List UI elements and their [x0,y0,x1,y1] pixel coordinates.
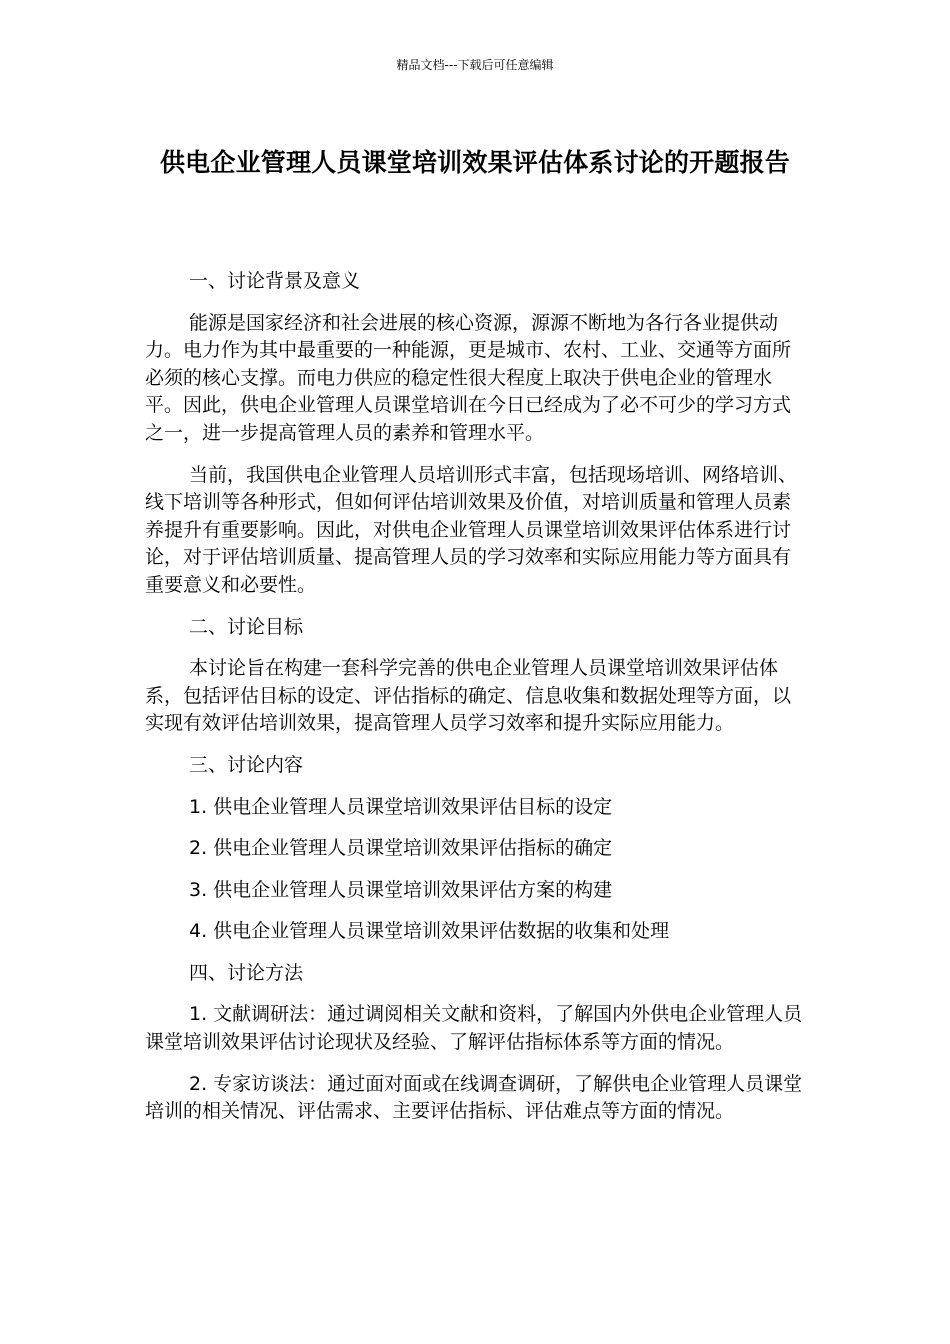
paragraph-background-2: 当前，我国供电企业管理人员培训形式丰富，包括现场培训、网络培训、线下培训等各种形式，但如何评估培训效果及价值，对培训质量和管理人员素养提升有重要影响。因此，对供电企业管理人员课堂培训效果评估体系进行讨论，对于评估培训质量、提高管理人员的学习效率和实际应用能力等方面具有重要意义和必要性。 [145,463,798,596]
section-heading-content: 三、讨论内容 [189,753,304,776]
content-list-item-2: 2. 供电企业管理人员课堂培训效果评估指标的确定 [189,837,613,860]
paragraph-method-1: 1. 文献调研法：通过调阅相关文献和资料，了解国内外供电企业管理人员课堂培训效果评估讨论现状及经验、了解评估指标体系等方面的情况。 [145,1003,803,1054]
paragraph-background-1: 能源是国家经济和社会进展的核心资源，源源不断地为各行各业提供动力。电力作为其中最重要的一种能源，更是城市、农村、工业、交通等方面所必须的核心支撑。而电力供应的稳定性很大程度上取决于供电企业的管理水平。因此，供电企业管理人员课堂培训在今日已经成为了必不可少的学习方式之一，进一步提高管理人员的素养和管理水平。 [145,311,792,444]
section-heading-goals: 二、讨论目标 [189,615,304,638]
paragraph-goals: 本讨论旨在构建一套科学完善的供电企业管理人员课堂培训效果评估体系，包括评估目标的设定、评估指标的确定、信息收集和数据处理等方面，以实现有效评估培训效果，提高管理人员学习效率和提升实际应用能力。 [145,657,792,735]
section-heading-background: 一、讨论背景及意义 [189,270,361,292]
page-header: 精品文档---下载后可任意编辑 [396,58,554,72]
document-body [145,268,805,1126]
content-list-item-4: 4. 供电企业管理人员课堂培训效果评估数据的收集和处理 [189,920,670,943]
section-heading-methods: 四、讨论方法 [189,961,304,984]
document-title: 供电企业管理人员课堂培训效果评估体系讨论的开题报告 [159,148,790,177]
content-list-item-3: 3. 供电企业管理人员课堂培训效果评估方案的构建 [189,878,613,901]
content-list-item-1: 1. 供电企业管理人员课堂培训效果评估目标的设定 [189,795,613,818]
paragraph-method-2: 2. 专家访谈法：通过面对面或在线调查调研，了解供电企业管理人员课堂培训的相关情况、评估需求、主要评估指标、评估难点等方面的情况。 [145,1072,803,1123]
